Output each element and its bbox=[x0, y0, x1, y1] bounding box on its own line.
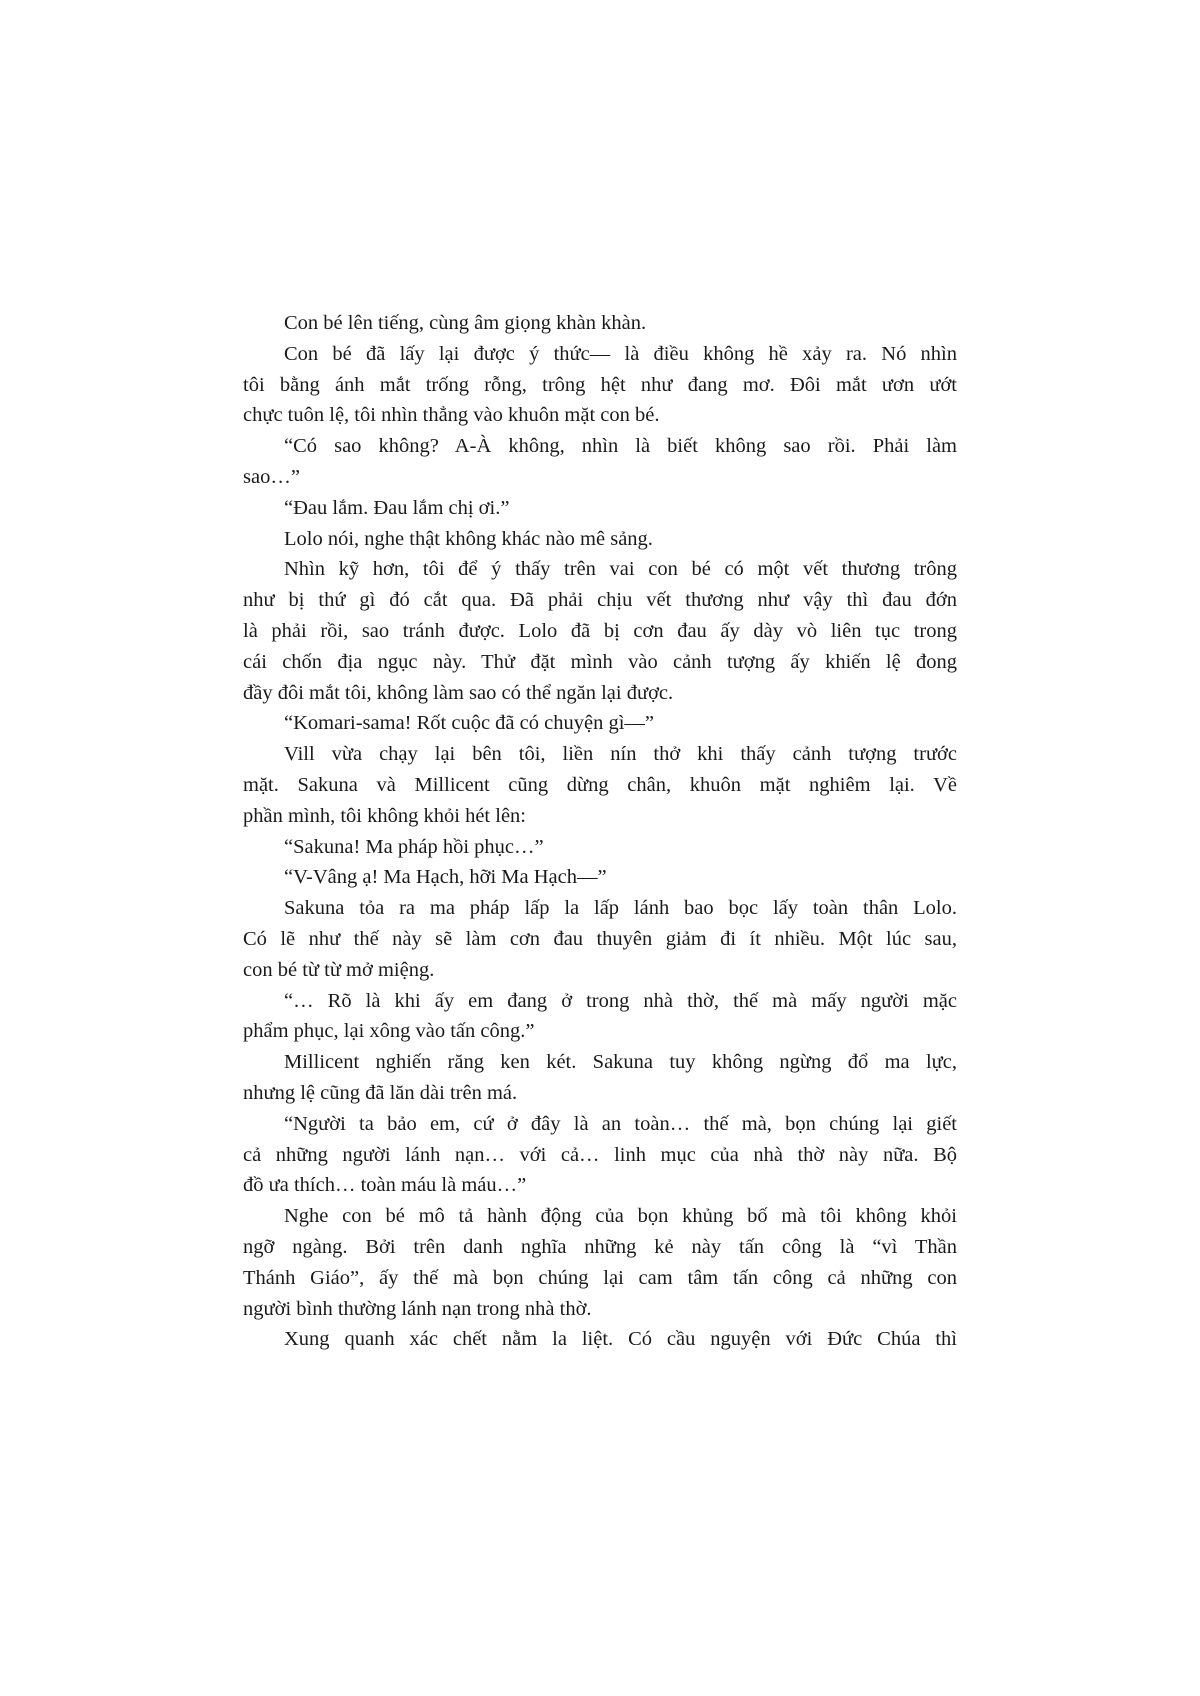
text-line: Sakuna tỏa ra ma pháp lấp la lấp lánh bao bọc lấy toàn thân Lolo. bbox=[284, 897, 957, 920]
text-line: “Komari-sama! Rốt cuộc đã có chuyện gì—” bbox=[284, 712, 655, 735]
text-line: như bị thứ gì đó cắt qua. Đã phải chịu vết thương như vậy thì đau đớn bbox=[243, 589, 957, 612]
text-line: Thánh Giáo”, ấy thế mà bọn chúng lại cam tâm tấn công cả những con bbox=[243, 1266, 957, 1289]
text-line: “Đau lắm. Đau lắm chị ơi.” bbox=[284, 496, 510, 519]
text-line: “Sakuna! Ma pháp hồi phục…” bbox=[284, 835, 544, 858]
text-line: phẩm phục, lại xông vào tấn công.” bbox=[243, 1020, 535, 1043]
page-body-text bbox=[243, 308, 957, 1355]
text-line: con bé từ từ mở miệng. bbox=[243, 958, 435, 981]
text-line: cái chốn địa ngục này. Thử đặt mình vào cảnh tượng ấy khiến lệ đong bbox=[243, 650, 957, 673]
text-line: Có lẽ như thế này sẽ làm cơn đau thuyên giảm đi ít nhiều. Một lúc sau, bbox=[243, 927, 957, 950]
text-line: Lolo nói, nghe thật không khác nào mê sảng. bbox=[284, 527, 653, 550]
text-line: người bình thường lánh nạn trong nhà thờ. bbox=[243, 1297, 592, 1320]
text-line: phần mình, tôi không khỏi hét lên: bbox=[243, 804, 526, 827]
text-line: “Có sao không? A-À không, nhìn là biết không sao rồi. Phải làm bbox=[284, 435, 957, 458]
text-line: sao…” bbox=[243, 465, 300, 488]
text-line: Nghe con bé mô tả hành động của bọn khủng bố mà tôi không khỏi bbox=[284, 1205, 957, 1228]
text-line: “V-Vâng ạ! Ma Hạch, hỡi Ma Hạch—” bbox=[284, 866, 607, 889]
text-line: Vill vừa chạy lại bên tôi, liền nín thở khi thấy cảnh tượng trước bbox=[284, 743, 957, 766]
text-line: Millicent nghiến răng ken két. Sakuna tuy không ngừng đổ ma lực, bbox=[284, 1051, 957, 1074]
text-line: đầy đôi mắt tôi, không làm sao có thể ngăn lại được. bbox=[243, 681, 674, 704]
text-line: Nhìn kỹ hơn, tôi để ý thấy trên vai con bé có một vết thương trông bbox=[284, 558, 957, 581]
text-line: “… Rõ là khi ấy em đang ở trong nhà thờ, thế mà mấy người mặc bbox=[284, 989, 957, 1012]
text-line: tôi bằng ánh mắt trống rỗng, trông hệt như đang mơ. Đôi mắt ươn ướt bbox=[243, 373, 957, 396]
text-line: cả những người lánh nạn… với cả… linh mục của nhà thờ này nữa. Bộ bbox=[243, 1143, 957, 1166]
text-line: mặt. Sakuna và Millicent cũng dừng chân, khuôn mặt nghiêm lại. Về bbox=[243, 773, 957, 796]
text-line: Xung quanh xác chết nằm la liệt. Có cầu nguyện với Đức Chúa thì bbox=[284, 1328, 957, 1351]
text-line: nhưng lệ cũng đã lăn dài trên má. bbox=[243, 1081, 518, 1104]
text-line: đồ ưa thích… toàn máu là máu…” bbox=[243, 1174, 527, 1197]
text-line: Con bé đã lấy lại được ý thức— là điều không hề xảy ra. Nó nhìn bbox=[284, 342, 957, 365]
text-line: ngỡ ngàng. Bởi trên danh nghĩa những kẻ này tấn công là “vì Thần bbox=[243, 1235, 957, 1258]
text-line: là phải rồi, sao tránh được. Lolo đã bị cơn đau ấy dày vò liên tục trong bbox=[243, 619, 957, 642]
text-line: chực tuôn lệ, tôi nhìn thẳng vào khuôn mặt con bé. bbox=[243, 404, 660, 427]
text-line: Con bé lên tiếng, cùng âm giọng khàn khàn. bbox=[284, 312, 647, 334]
text-line: “Người ta bảo em, cứ ở đây là an toàn… thế mà, bọn chúng lại giết bbox=[284, 1112, 957, 1135]
